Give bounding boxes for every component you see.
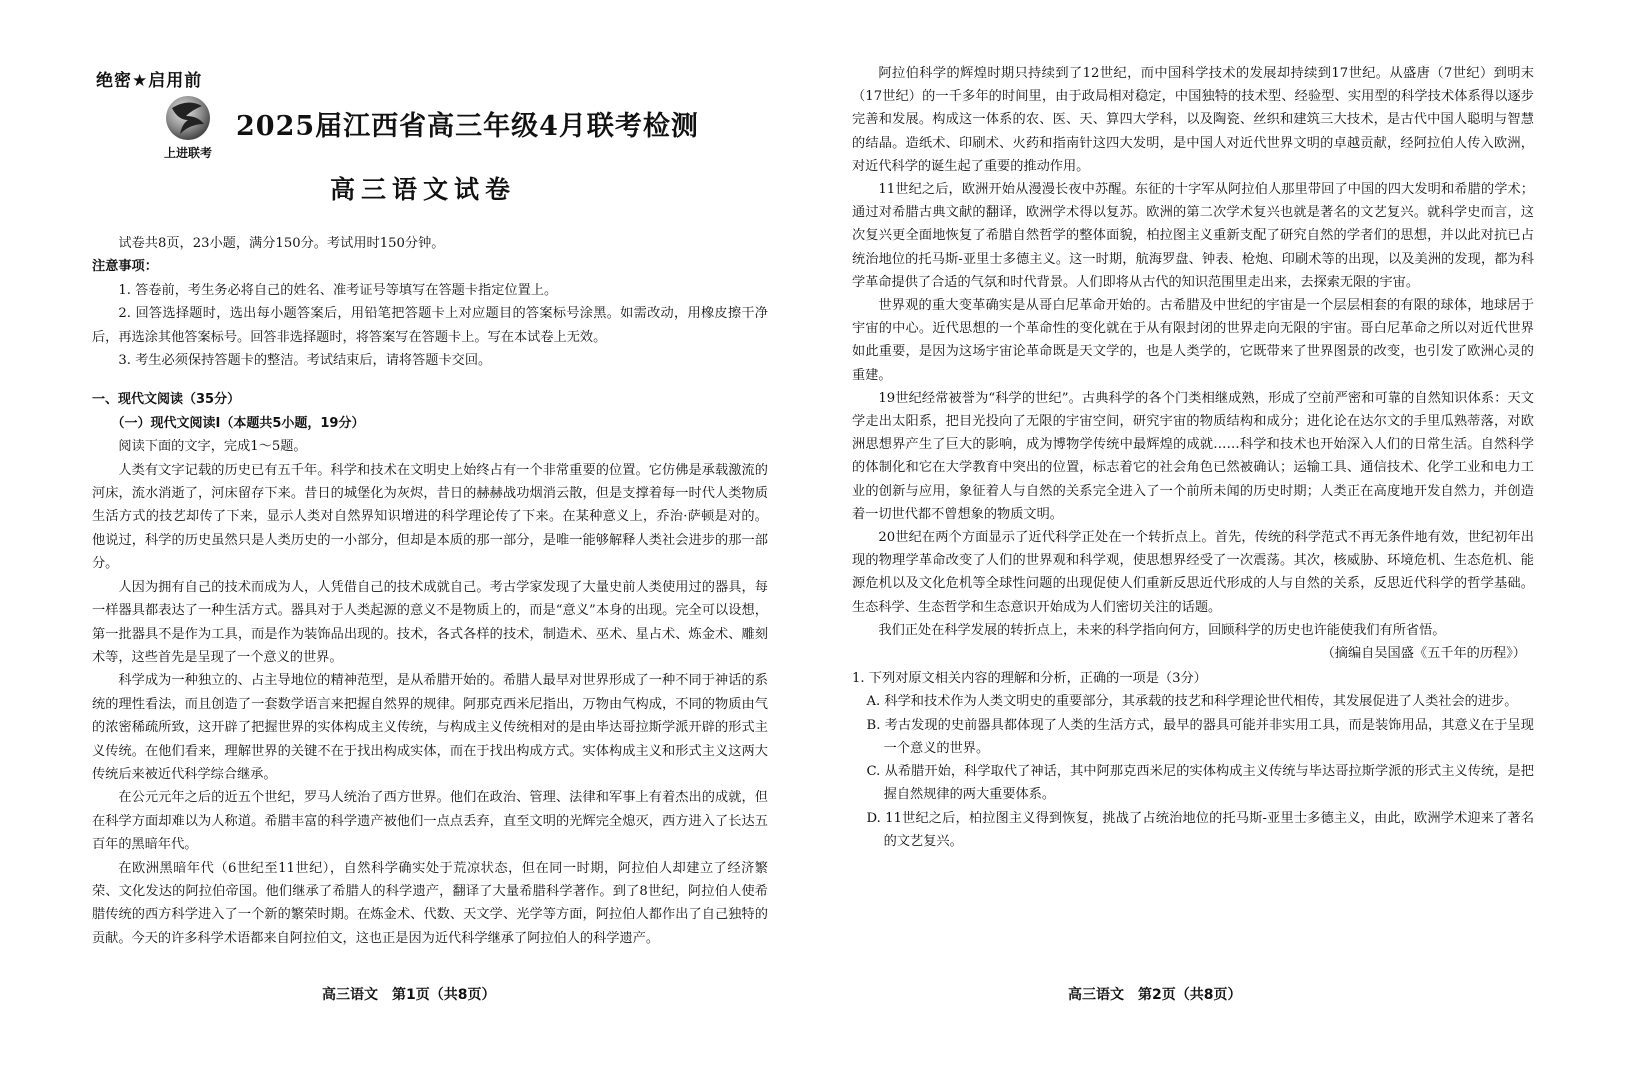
reading-instruction: 阅读下面的文字，完成1～5题。 <box>118 439 307 455</box>
notes-heading: 注意事项： <box>92 259 158 275</box>
option-a: A. 科学和技术作为人类文明史的重要部分，其承载的技艺和科学理论世代相传，其发展促进了人类社会的进步。 <box>866 694 1518 710</box>
passage-paragraph: 人因为拥有自己的技术而成为人，人凭借自己的技术成就自己。考古学家发现了大量史前人类使用过的器具，每一样器具都表达了一种生活方式。器具对于人类起源的意义不是物质上的，而是“意义”本身的出现。完全可以设想，第一批器具不是作为工具，而是作为装饰品出现的。技术，各式各样的技术，制造术、巫术、星占术、炼金术、雕刻术等，这些首先是呈现了一个意义的世界。 <box>92 579 768 665</box>
page-1-body <box>92 232 768 950</box>
passage-paragraph: 20世纪在两个方面显示了近代科学正处在一个转折点上。首先，传统的科学范式不再无条件地有效，世纪初年出现的物理学革命改变了人们的世界观和科学观，使思想界经受了一次震荡。其次，核威胁、环境危机、生态危机、能源危机以及文化危机等全球性问题的出现促使人们重新反思近代形成的人与自然的关系，反思近代科学的哲学基础。生态科学、生态哲学和生态意识开始成为人们密切关注的话题。 <box>852 530 1534 615</box>
note-item: 3. 考生必须保持答题卡的整洁。考试结束后，请将答题卡交回。 <box>118 353 492 369</box>
passage-paragraph: 11世纪之后，欧洲开始从漫漫长夜中苏醒。东征的十字军从阿拉伯人那里带回了中国的四大发明和希腊的学术；通过对希腊古典文献的翻译，欧洲学术得以复苏。欧洲的第二次学术复兴也就是著名的文艺复兴。就科学史而言，这次复兴更全面地恢复了希腊自然哲学的整体面貌，柏拉图主义重新支配了研究自然的学者们的思想，并以此对抗已占统治地位的托马斯-亚里士多德主义。这一时期，航海罗盘、钟表、枪炮、印刷术等的出现，以及美洲的发现，都为科学革命提供了合适的气氛和时代背景。人们即将从古代的知识范围里走出来，去探索无限的宇宙。 <box>852 182 1534 290</box>
logo-text: 上进联考 <box>163 146 212 160</box>
passage-paragraph: 我们正处在科学发展的转折点上，未来的科学指向何方，回顾科学的历史也许能使我们有所省悟。 <box>878 622 1446 638</box>
exam-info: 试卷共8页，23小题，满分150分。考试用时150分钟。 <box>118 236 445 251</box>
option-c: C. 从希腊开始，科学取代了神话，其中阿那克西米尼的实体构成主义传统与毕达哥拉斯学派的形式主义传统，是把握自然规律的两大重要体系。 <box>866 764 1534 803</box>
section-heading: 一、现代文阅读（35分） <box>92 392 241 408</box>
subject-title: 高三语文试卷 <box>330 175 517 204</box>
passage-paragraph: 阿拉伯科学的辉煌时期只持续到了12世纪，而中国科学技术的发展却持续到17世纪。从盛唐（7世纪）到明末（17世纪）的一千多年的时间里，由于政局相对稳定，中国独特的技术型、经验型、实用型的科学技术体系得以逐步完善和发展。构成这一体系的农、医、天、算四大学科，以及陶瓷、丝织和建筑三大技术，是古代中国人聪明与智慧的结晶。造纸术、印刷术、火药和指南针这四大发明，是中国人对近代世界文明的卓越贡献，经阿拉伯人传入欧洲，对近代科学的诞生起了重要的推动作用。 <box>852 66 1534 174</box>
passage-paragraph: 在欧洲黑暗年代（6世纪至11世纪），自然科学确实处于荒凉状态，但在同一时期，阿拉伯人却建立了经济繁荣、文化发达的阿拉伯帝国。他们继承了希腊人的科学遗产，翻译了大量希腊科学著作。到了8世纪，阿拉伯人使希腊传统的西方科学进入了一个新的繁荣时期。在炼金术、代数、天文学、光学等方面，阿拉伯人都作出了自己独特的贡献。今天的许多科学术语都来自阿拉伯文，这也正是因为近代科学继承了阿拉伯人的科学遗产。 <box>92 860 768 946</box>
confidential-label: 绝密★启用前 <box>96 71 203 91</box>
exam-page-1 <box>0 0 812 1079</box>
option-b: B. 考古发现的史前器具都体现了人类的生活方式，最早的器具可能并非实用工具，而是装饰用品，其意义在于呈现一个意义的世界。 <box>866 717 1534 756</box>
exam-logo <box>158 94 218 164</box>
page-2-body <box>852 62 1534 853</box>
note-item: 2. 回答选择题时，选出每小题答案后，用铅笔把答题卡上对应题目的答案标号涂黑。如需改动，用橡皮擦干净后，再选涂其他答案标号。回答非选择题时，将答案写在答题卡上。写在本试卷上无效。 <box>92 306 768 345</box>
source-citation: （摘编自吴国盛《五千年的历程》） <box>1321 646 1526 662</box>
question-stem: 1. 下列对原文相关内容的理解和分析，正确的一项是（3分） <box>852 671 1207 687</box>
exam-page-2 <box>812 0 1624 1079</box>
page-footer: 高三语文 第2页（共8页） <box>1068 987 1242 1003</box>
exam-title: 2025届江西省高三年级4月联考检测 <box>236 111 699 142</box>
passage-paragraph: 人类有文字记载的历史已有五千年。科学和技术在文明史上始终占有一个非常重要的位置。它仿佛是承载激流的河床，流水消逝了，河床留存下来。昔日的城堡化为灰烬，昔日的赫赫战功烟消云散，但是支撑着每一时代人类物质生活方式的技艺却传了下来，显示人类对自然界知识增进的科学理论传了下来。在某种意义上，乔治·萨顿是对的。他说过，科学的历史虽然只是人类历史的一小部分，但却是本质的那一部分，是唯一能够解释人类社会进步的那一部分。 <box>92 462 768 572</box>
subsection-heading: （一）现代文阅读Ⅰ（本题共5小题，19分） <box>111 415 365 431</box>
passage-paragraph: 世界观的重大变革确实是从哥白尼革命开始的。古希腊及中世纪的宇宙是一个层层相套的有限的球体，地球居于宇宙的中心。近代思想的一个革命性的变化就在于从有限封闭的世界走向无限的宇宙。哥白尼革命之所以对近代世界如此重要，是因为这场宇宙论革命既是天文学的，也是人类学的，它既带来了世界图景的改变，也引发了欧洲心灵的重建。 <box>852 298 1534 383</box>
passage-paragraph: 科学成为一种独立的、占主导地位的精神范型，是从希腊开始的。希腊人最早对世界形成了一种不同于神话的系统的理性看法，而且创造了一套数学语言来把握自然界的规律。阿那克西米尼指出，万物由气构成，不同的物质由气的浓密稀疏所致，这开辟了把握世界的实体构成主义传统，与构成主义传统相对的是由毕达哥拉斯学派开辟的形式主义传统。在他们看来，理解世界的关键不在于找出构成实体，而在于找出构成方式。实体构成主义和形式主义这两大传统后来被近代科学综合继承。 <box>92 673 768 782</box>
option-d: D. 11世纪之后，柏拉图主义得到恢复，挑战了占统治地位的托马斯-亚里士多德主义，由此，欧洲学术迎来了著名的文艺复兴。 <box>866 810 1534 849</box>
page-footer: 高三语文 第1页（共8页） <box>322 987 496 1003</box>
passage-paragraph: 在公元元年之后的近五个世纪，罗马人统治了西方世界。他们在政治、管理、法律和军事上有着杰出的成就，但在科学方面却难以为人称道。希腊丰富的科学遗产被他们一点点丢弃，直至文明的光辉完全熄灭，西方进入了长达五百年的黑暗年代。 <box>92 790 768 853</box>
note-item: 1. 答卷前，考生务必将自己的姓名、准考证号等填写在答题卡指定位置上。 <box>118 282 558 298</box>
passage-paragraph: 19世纪经常被誉为“科学的世纪”。古典科学的各个门类相继成熟，形成了空前严密和可靠的自然知识体系：天文学走出太阳系，把目光投向了无限的宇宙空间，研究宇宙的物质结构和成分；进化论在达尔文的手里瓜熟蒂落，对欧洲思想界产生了巨大的影响，成为博物学传统中最辉煌的成就……科学和技术也开始深入人们的日常生活。自然科学的体制化和它在大学教育中突出的位置，标志着它的社会角色已然被确认；运输工具、通信技术、化学工业和电力工业的创新与应用，象征着人与自然的关系完全进入了一个前所未闻的历史时期；人类正在高度地开发自然力，并创造着一切世代都不曾想象的物质文明。 <box>852 390 1534 522</box>
